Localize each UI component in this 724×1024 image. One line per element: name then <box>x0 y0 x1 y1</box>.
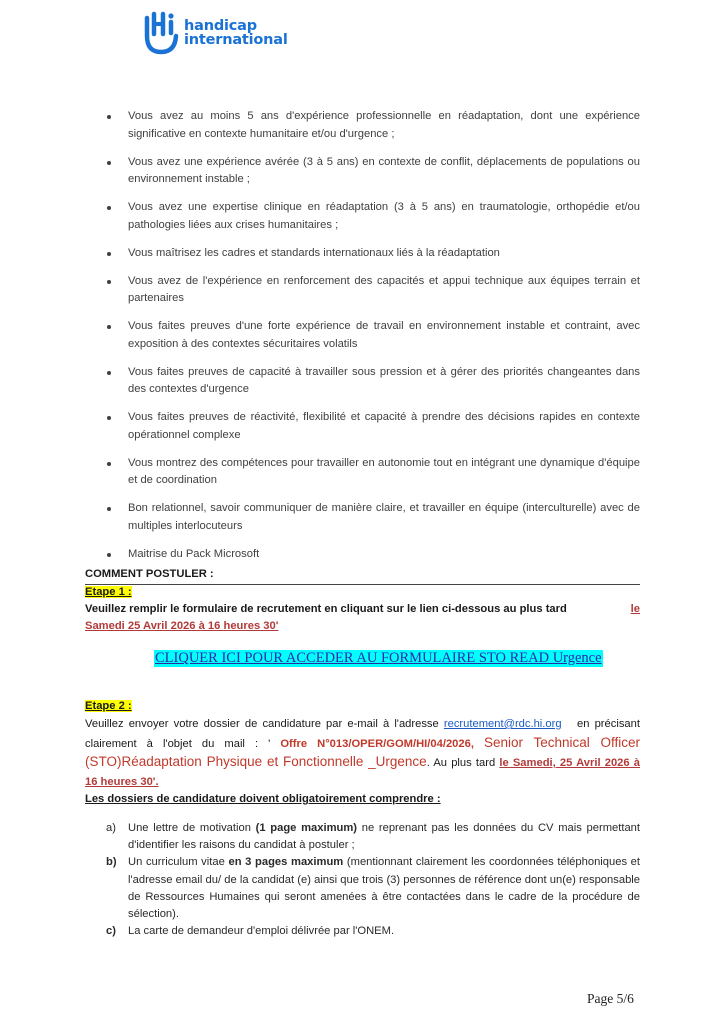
handicap-international-logo <box>142 10 288 56</box>
step-1-label: Etape 1 : <box>85 586 132 598</box>
list-item: a) Une lettre de motivation (1 page maximum) ne reprenant pas les données du CV mais permettant d'identifier les raisons du candidat à postuler ; <box>106 822 641 852</box>
list-item: c) La carte de demandeur d'emploi délivrée par l'ONEM. <box>106 923 640 940</box>
recruitment-form-link[interactable]: CLIQUER ICI POUR ACCEDER AU FORMULAIRE STO READ Urgence <box>155 650 602 666</box>
list-item: Vous montrez des compétences pour travailler en autonomie tout en intégrant une dynamique d'équipe et de coordination <box>105 455 640 490</box>
bullet-icon <box>107 252 111 256</box>
list-item: b) Un curriculum vitae en 3 pages maximum (mentionnant clairement les coordonnées téléphoniques et l'adresse email du/ de la candidat (e) ainsi que trois (3) personnes de référence dont un(e) responsable de Ressources Humaines qui seront amenées à être contactées dans le cadre de la procédure de sélection). <box>106 856 641 921</box>
required-documents-list <box>106 820 640 940</box>
list-item: Vous faites preuves de réactivité, flexibilité et capacité à prendre des décisions rapides en contexte opérationnel complexe <box>105 409 640 444</box>
how-to-apply-heading: COMMENT POSTULER : <box>85 566 640 585</box>
list-item: Bon relationnel, savoir communiquer de manière claire, et travailler en équipe (interculturelle) avec de multiples interlocuteurs <box>105 500 640 535</box>
list-item: Vous avez une expertise clinique en réadaptation (3 à 5 ans) en traumatologie, orthopédie et/ou pathologies liées aux crises humanitaires ; <box>105 199 640 234</box>
list-item: Vous maîtrisez les cadres et standards internationaux liés à la réadaptation <box>105 245 640 263</box>
step-2-label: Etape 2 : <box>85 700 132 712</box>
list-item: Vous avez de l'expérience en renforcement des capacités et appui technique aux équipes terrain et partenaires <box>105 273 640 308</box>
list-item: Vous faites preuves de capacité à travailler sous pression et à gérer des priorités changeantes dans des contextes d'urgence <box>105 364 640 399</box>
list-item: Maitrise du Pack Microsoft <box>105 546 640 564</box>
bullet-icon <box>107 115 111 119</box>
list-item: Vous avez une expérience avérée (3 à 5 ans) en contexte de conflit, déplacements de populations ou environnement instable ; <box>105 154 640 189</box>
bullet-icon <box>107 280 111 284</box>
logo-line-2: international <box>184 32 288 48</box>
step-2-subject-intro: en précisant clairement à l'objet du mail : ' <box>85 718 640 750</box>
item-label: a) <box>106 822 116 834</box>
bullet-icon <box>107 553 111 557</box>
list-item: Vous avez au moins 5 ans d'expérience professionnelle en réadaptation, dont une expérience significative en contexte humanitaire et/ou d'urgence ; <box>105 108 640 143</box>
recruitment-email-link[interactable]: recrutement@rdc.hi.org <box>443 718 562 730</box>
bullet-icon <box>107 325 111 329</box>
step-1-deadline-prefix: le <box>630 603 640 615</box>
hi-hand-logo-icon <box>142 10 180 56</box>
bullet-icon <box>107 416 111 420</box>
bullet-icon <box>107 161 111 165</box>
item-label: b) <box>106 856 117 869</box>
step-1-block <box>85 584 640 635</box>
bullet-icon <box>107 206 111 210</box>
step-1-deadline: Samedi 25 Avril 2026 à 16 heures 30' <box>85 620 279 632</box>
step-2-deadline: le Samedi, 25 Avril 2026 à 16 heures 30'. <box>85 757 641 788</box>
offer-reference: Offre N°013/OPER/GOM/HI/04/2026, <box>280 737 474 750</box>
offer-title: Senior Technical Officer (STO)Réadaptation Physique et Fonctionnelle _Urgence <box>85 734 640 769</box>
item-label: c) <box>106 925 116 938</box>
step-2-instruction: Veuillez envoyer votre dossier de candidature par e-mail à l'adresse <box>85 718 439 730</box>
bullet-icon <box>107 462 111 466</box>
page-number: Page 5/6 <box>587 991 634 1006</box>
logo-line-1: handicap <box>184 18 257 34</box>
list-item: Vous faites preuves d'une forte expérience de travail en environnement instable et contraint, avec exposition à des contextes sécuritaires volatils <box>105 318 640 353</box>
requirements-list <box>105 108 640 574</box>
step-1-instruction: Veuillez remplir le formulaire de recrutement en cliquant sur le lien ci-dessous au plus tard <box>85 603 567 615</box>
bullet-icon <box>107 371 111 375</box>
bullet-icon <box>107 507 111 511</box>
logo-wordmark <box>184 19 288 47</box>
step-2-block <box>85 698 640 808</box>
required-documents-heading: Les dossiers de candidature doivent obligatoirement comprendre : <box>85 793 441 805</box>
deadline-intro: . Au plus tard <box>426 757 496 769</box>
